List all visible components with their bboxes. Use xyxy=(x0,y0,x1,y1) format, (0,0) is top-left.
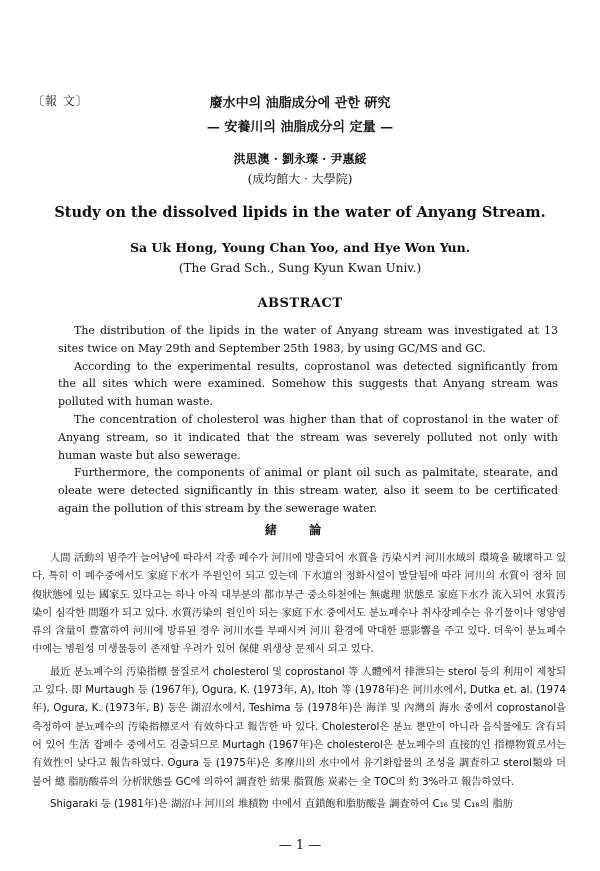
article-type-label: 〔報 文〕 xyxy=(32,94,89,108)
english-title: Study on the dissolved lipids in the water of Anyang Stream. xyxy=(54,204,546,221)
korean-title-line2: — 安養川의 油脂成分의 定量 — xyxy=(206,120,394,135)
section-heading-introduction: 緒 論 xyxy=(264,523,336,537)
korean-affiliation: (成均館大 · 大學院) xyxy=(247,172,353,186)
korean-authors: 洪思澳 · 劉永璨 · 尹惠綏 xyxy=(233,152,367,166)
abstract-paragraph: The concentration of cholesterol was higher than that of coprostanol in the water of Anyang stream, so it indicated that the stream was severely polluted not only with human waste but also sewerage. xyxy=(58,412,558,462)
introduction-body xyxy=(32,550,566,814)
korean-title-line1: 廢水中의 油脂成分에 관한 硏究 xyxy=(209,96,391,111)
body-paragraph: 人間 活動의 범주가 늘어남에 따라서 각종 폐수가 河川에 방출되어 水質을 汚染시켜 河川水域의 環境을 破壞하고 있다. 특히 이 폐수중에서도 家庭下水가 주원인이 되고 있는데 下水道의 정화시설이 발달됨에 따라 河川의 水質이 점차 回復狀態에 있는 國家도 있다고는 하나 아직 대부분의 都市부근 중소하천에는 無處理 狀態로 家庭下水가 流入되어 水質汚染이 심각한 問題가 되고 있다. 水質汚染의 원인이 되는 家庭下水 중에서도 분뇨폐수나 취사장폐수는 유기물이나 영양염류의 含量이 豊富하여 河川에 방류된 경우 河川水를 부패시켜 河川 환경에 막대한 惡影響을 주고 있다. 더욱이 분뇨폐수 中에는 병원성 미생물등이 존재할 우려가 있어 保健 위생상 문제시 되고 있다. xyxy=(32,553,566,656)
english-authors: Sa Uk Hong, Young Chan Yoo, and Hye Won Yun. xyxy=(129,240,471,255)
body-paragraph: 最近 분뇨폐수의 汚染指標 물질로서 cholesterol 및 coprostanol 等 人體에서 排泄되는 sterol 등의 利用이 제창되고 있다. 即 Murtaugh 등 (1967年), Ogura, K. (1973年, A), Itoh 等 (1978年)은 河川水에서, Dutka et. al. (1974年), Ogura, K. (1973年, B) 등은 湖沼水에서, Teshima 등 (1978年)은 海洋 및 內灣의 海水 중에서 coprostanol을 측정하여 분뇨폐수의 汚染指標로서 有效하다고 報告한 바 있다. Cholesterol은 분뇨 뿐만이 아니라 음식물에도 含有되어 있어 生活 잡폐수 중에서도 검출되므로 Murtagh (1967年)은 cholesterol은 분뇨폐수의 直接的인 指標物質로서는 有效性이 낮다고 報告하였다. Ogura 등 (1975年)은 多摩川의 水中에서 유기화합물의 조성을 調査하고 sterol類와 더불어 總 脂肪酸류의 分析狀態를 GC에 의하여 調査한 結果 脂質態 炭素는 全 TOC의 約 3%라고 報告하였다. xyxy=(32,666,566,788)
english-affiliation: (The Grad Sch., Sung Kyun Kwan Univ.) xyxy=(178,261,422,275)
page-number: — 1 — xyxy=(278,838,322,853)
abstract-body xyxy=(58,322,558,518)
abstract-paragraph: Furthermore, the components of animal or plant oil such as palmitate, stearate, and oleate were detected significantly in this stream water, also it seem to be certificated again the pollution of this stream by the sewerage water. xyxy=(58,466,558,515)
abstract-paragraph: According to the experimental results, coprostanol was detected significantly from the all sites which were examined. Somehow this suggests that Anyang stream was polluted with human waste. xyxy=(58,359,558,409)
body-paragraph: Shigaraki 등 (1981年)은 湖沼나 河川의 堆積物 中에서 直鎖飽和脂肪酸을 調査하여 C₁₆ 및 C₁₈의 脂肪 xyxy=(50,798,513,810)
abstract-paragraph: The distribution of the lipids in the water of Anyang stream was investigated at 13 sites twice on May 29th and September 25th 1983, by using GC/MS and GC. xyxy=(58,324,558,355)
abstract-heading: ABSTRACT xyxy=(257,296,343,311)
